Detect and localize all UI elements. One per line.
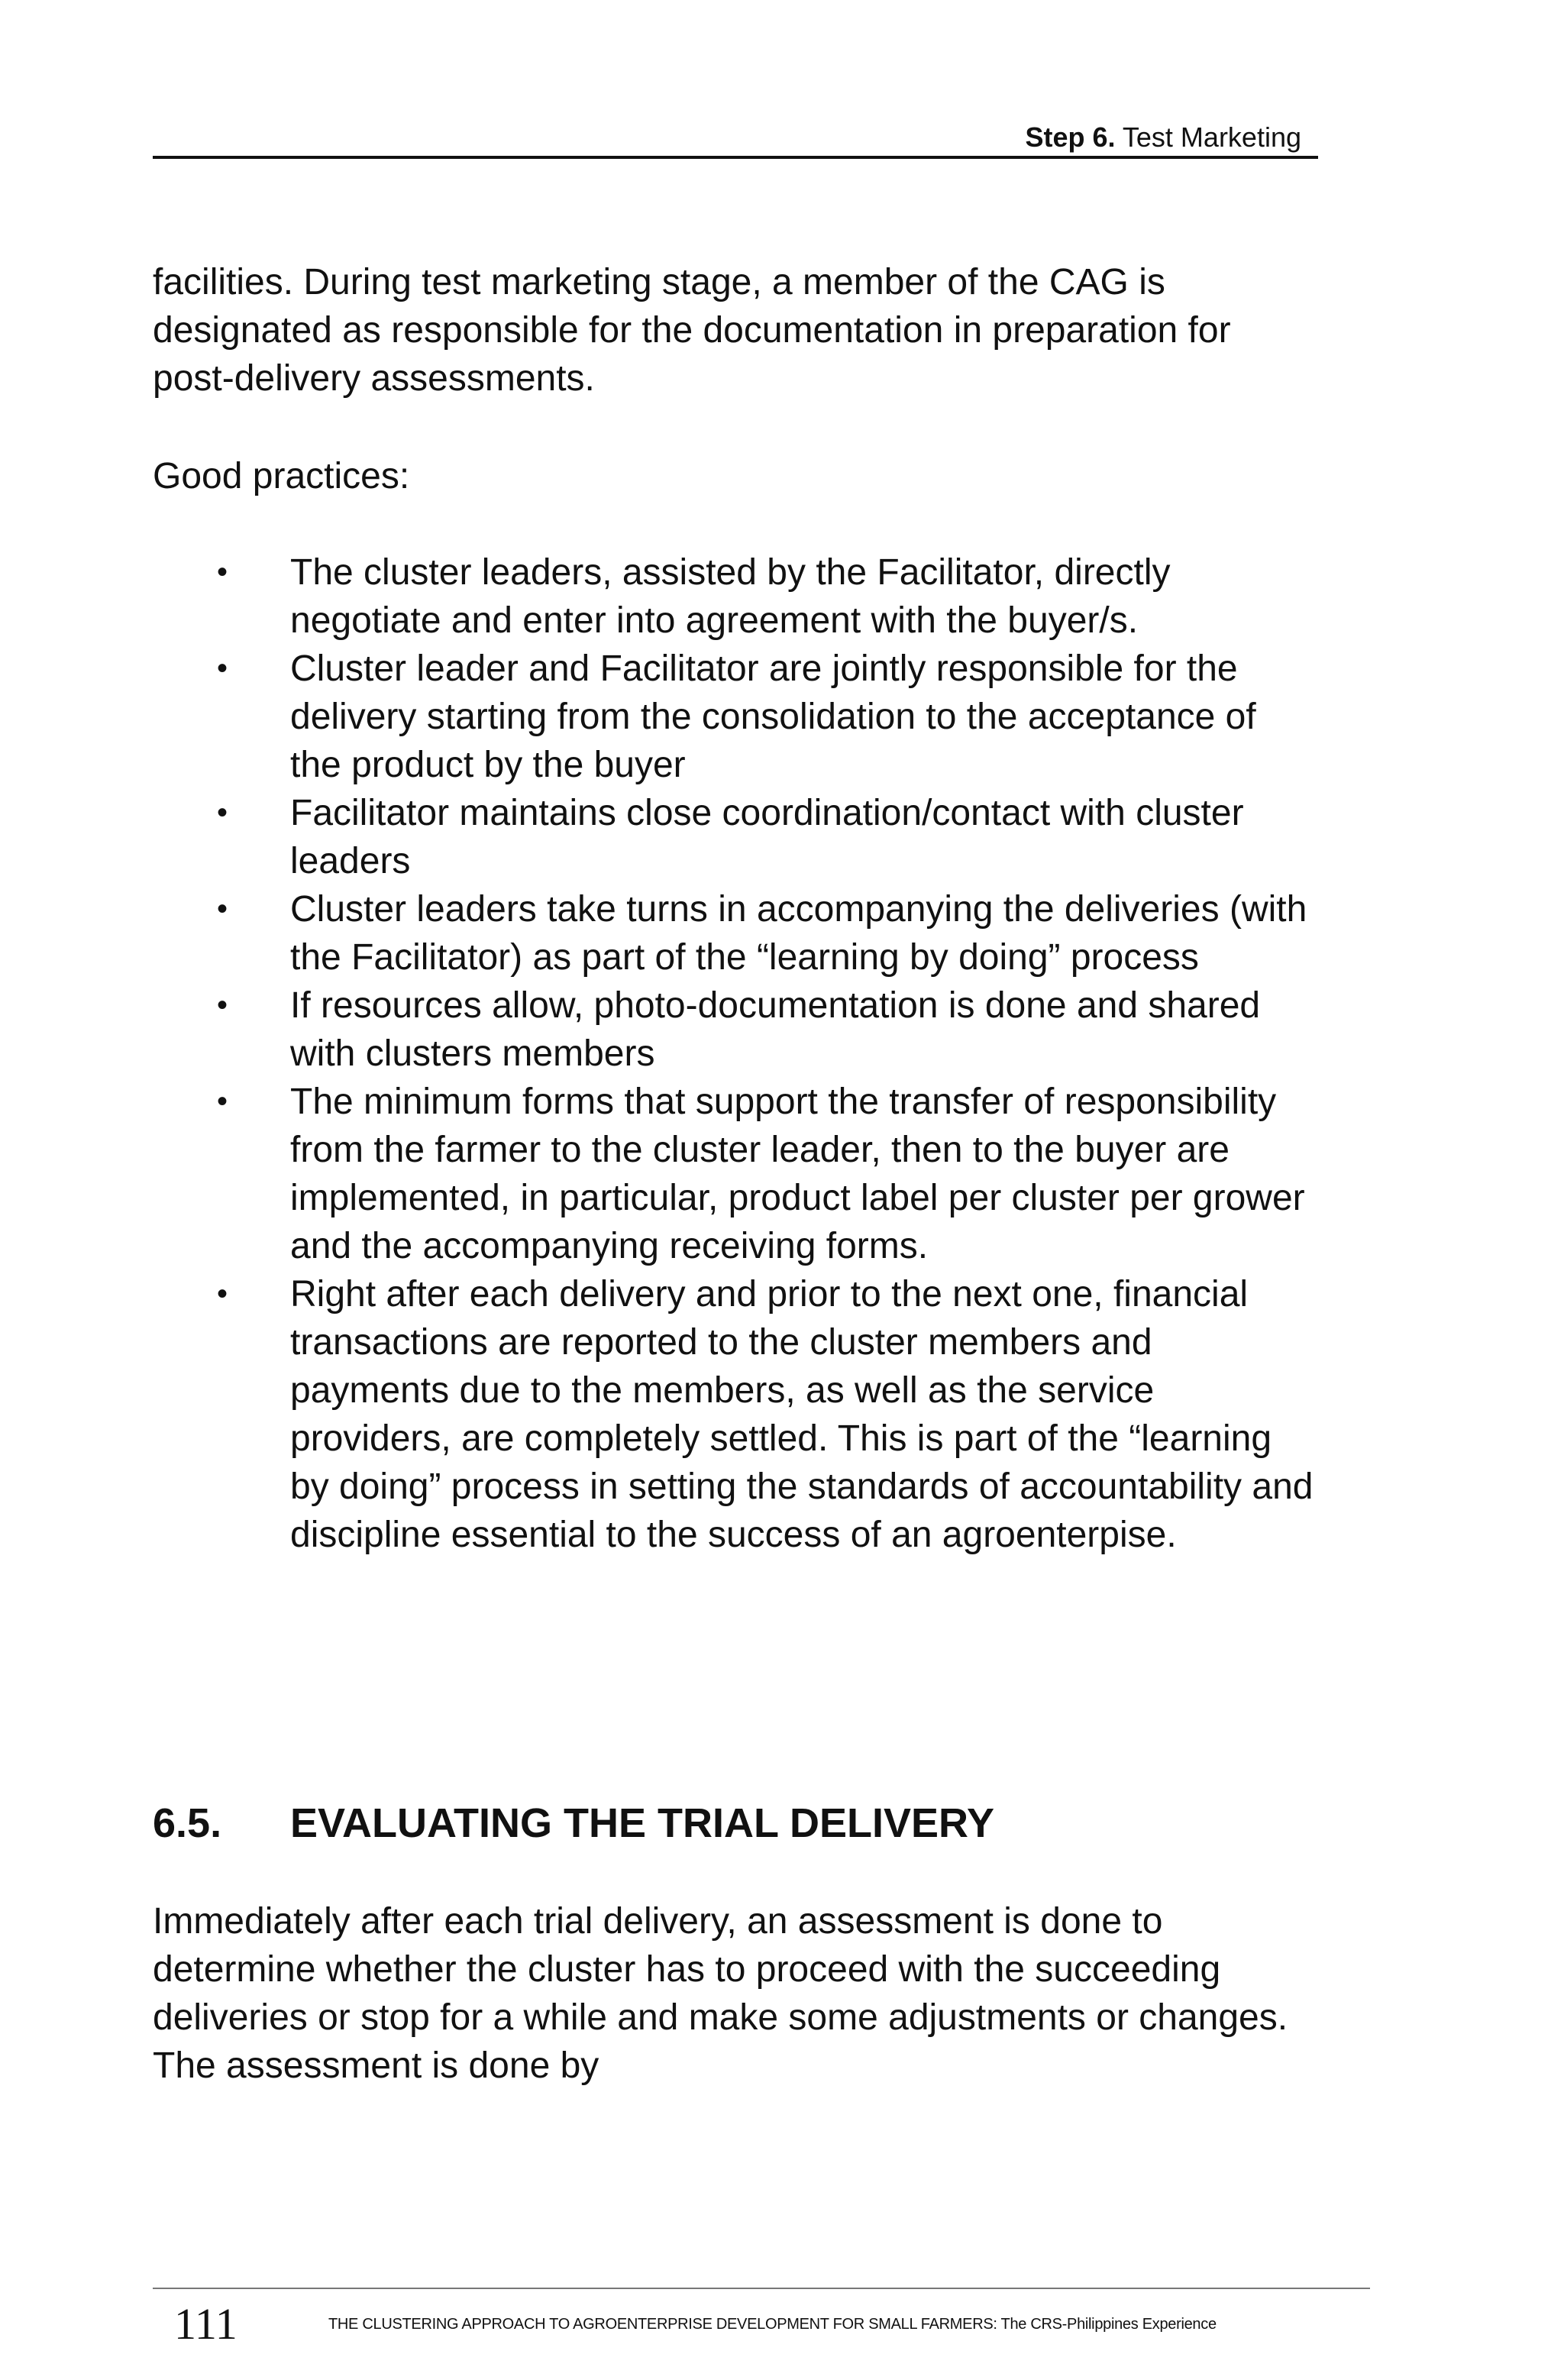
bullet-icon: • (217, 892, 228, 926)
bullet-icon: • (217, 988, 228, 1022)
list-item-text: Facilitator maintains close coordination/contact with cluster leaders (290, 793, 1244, 881)
list-item (153, 981, 1314, 1078)
list-item-text: If resources allow, photo-documentation is done and shared with clusters members (290, 985, 1261, 1074)
footer-divider (153, 2288, 1370, 2289)
bullet-icon: • (217, 1277, 228, 1311)
bullet-icon: • (217, 652, 228, 685)
section-number: 6.5. (153, 1800, 222, 1846)
header-step-label: Step 6. (1025, 121, 1116, 153)
list-item-text: The minimum forms that support the transfer of responsibility from the farmer to the cluster leader, then to the buyer are implemented, in particular, product label per cluster per grower and the accompanying receiving forms. (290, 1082, 1305, 1266)
running-header (153, 119, 1318, 159)
section-heading (153, 1796, 994, 1850)
list-item-text: The cluster leaders, assisted by the Facilitator, directly negotiate and enter into agreement with the buyer/s. (290, 552, 1171, 641)
section-title: EVALUATING THE TRIAL DELIVERY (290, 1800, 995, 1846)
page-number: 111 (174, 2299, 238, 2349)
list-item (153, 548, 1314, 645)
list-item (153, 1078, 1314, 1270)
list-item-text: Right after each delivery and prior to the next one, financial transactions are reported to the cluster members and payments due to the members, as well as the service providers, are completely settled. This is part of the “learning by doing” process in setting the standards of accountability and discipline essential to the success of an agroenterpise. (290, 1274, 1314, 1555)
list-item-text: Cluster leaders take turns in accompanying the deliveries (with the Facilitator) as part of the “learning by doing” process (290, 889, 1307, 978)
list-item-text: Cluster leader and Facilitator are jointly responsible for the delivery starting from the consolidation to the acceptance of the product by the buyer (290, 648, 1256, 785)
good-practices-list (153, 548, 1314, 1559)
running-header-text (1026, 121, 1302, 154)
good-practices-label: Good practices: (153, 456, 410, 496)
header-title: Test Marketing (1122, 121, 1301, 153)
intro-paragraph: facilities. During test marketing stage, a member of the CAG is designated as responsible for the documentation in preparation for post-delivery assessments. (153, 262, 1231, 399)
list-item (153, 1270, 1314, 1559)
list-item (153, 789, 1314, 885)
closing-paragraph: Immediately after each trial delivery, an assessment is done to determine whether the cluster has to proceed with the succeeding deliveries or stop for a while and make some adjustments or changes. The assessment is done by (153, 1901, 1288, 2086)
bullet-icon: • (217, 1085, 228, 1118)
bullet-icon: • (217, 555, 228, 589)
footer-book-title: THE CLUSTERING APPROACH TO AGROENTERPRISE DEVELOPMENT FOR SMALL FARMERS: The CRS-Philippines Experience (328, 2316, 1217, 2333)
list-item (153, 645, 1314, 789)
bullet-icon: • (217, 796, 228, 829)
list-item (153, 885, 1314, 981)
